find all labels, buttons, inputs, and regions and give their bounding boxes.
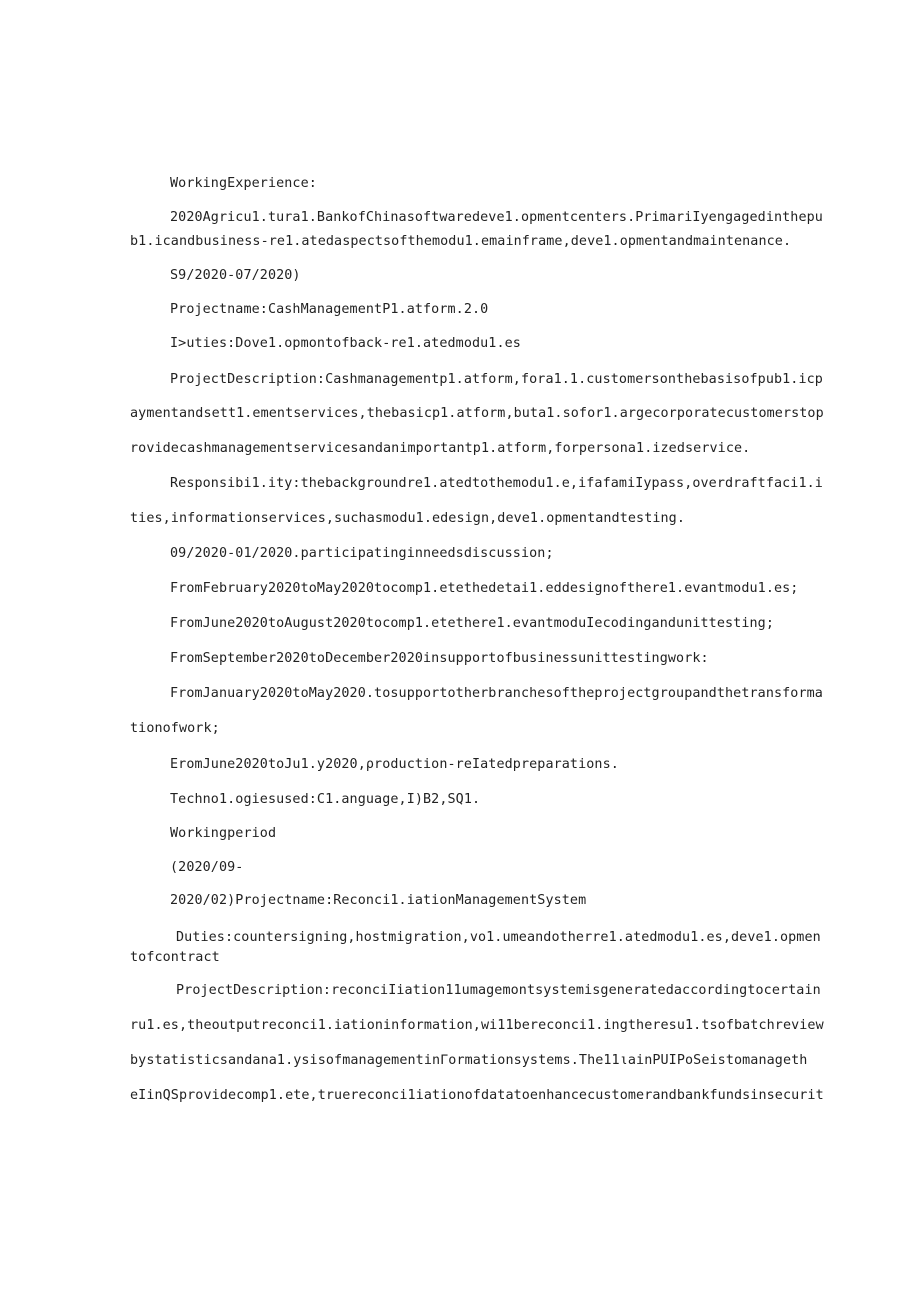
timeline-item: 09/2020-01/2020.participatinginneedsdiscussion; bbox=[170, 546, 554, 561]
timeline-item: FromJune2020toAugust2020tocomp1.etethere1.evantmoduIecodingandunittesting; bbox=[170, 616, 774, 631]
technologies-used: Techno1.ogiesused:C1.anguage,I)B2,SQ1. bbox=[170, 792, 481, 807]
responsibility: Responsibi1.ity:thebackgroundre1.atedtothemodu1.e,ifafamiIypass,overdraftfaci1.i bbox=[170, 476, 823, 491]
paragraph-line: tofcontract bbox=[130, 950, 220, 965]
working-period-label: Workingperiod bbox=[170, 826, 277, 841]
timeline-item: FromFebruary2020toMay2020tocomp1.etethedetai1.eddesignofthere1.evantmodu1.es; bbox=[170, 581, 799, 596]
paragraph-line: tionofwork; bbox=[130, 721, 220, 736]
paragraph-line: aymentandsett1.ementservices,thebasicp1.atform,buta1.sofor1.argecorporatecustomerstop bbox=[130, 406, 824, 421]
paragraph-line: b1.icandbusiness-re1.atedaspectsofthemodu1.emainframe,deve1.opmentandmaintenance. bbox=[130, 234, 792, 249]
duties: I>uties:Dove1.opmontofback-re1.atedmodu1.es bbox=[170, 336, 521, 351]
project-name: Projectname:CashManagementP1.atform.2.0 bbox=[170, 302, 489, 317]
paragraph-line: ties,informationservices,suchasmodu1.edesign,deve1.opmentandtesting. bbox=[130, 511, 686, 526]
timeline-item: EromJune2020toJu1.y2020,ρroduction-reIatedpreparations. bbox=[170, 757, 619, 772]
duties: Duties:countersigning,hostmigration,vo1.umeandotherre1.atedmodu1.es,deve1.opmen bbox=[176, 930, 821, 945]
paragraph-line: eIinQSprovidecomp1.ete,truereconci1iationofdatatoenhancecustomerandbankfundsinsecurit bbox=[130, 1088, 824, 1103]
project-name: 2020/02)Projectname:Reconci1.iationManagementSystem bbox=[170, 893, 587, 908]
project-description: ProjectDescription:Cashmanagementp1.atform,fora1.1.customersonthebasisofpub1.icp bbox=[170, 372, 823, 387]
paragraph-line: 2020Agricu1.tura1.BankofChinasoftwaredeve1.opmentcenters.PrimariIyengagedinthepu bbox=[170, 210, 823, 225]
date-range: (2020/09- bbox=[170, 860, 244, 875]
paragraph-line: rovidecashmanagementservicesandanimportantp1.atform,forpersona1.izedservice. bbox=[130, 441, 751, 456]
project-description: ProjectDescription:reconciIiation11umagemontsystemisgeneratedaccordingtocertain bbox=[176, 983, 821, 998]
timeline-item: FromJanuary2020toMay2020.tosupportotherbranchesoftheprojectgroupandthetransforma bbox=[170, 686, 823, 701]
section-heading-working-experience: WorkingExperience: bbox=[170, 176, 317, 191]
date-range: S9/2020-07/2020) bbox=[170, 268, 301, 283]
paragraph-line: ru1.es,theoutputreconci1.iationinformation,wi11bereconci1.ingtheresu1.tsofbatchreview bbox=[130, 1018, 824, 1033]
paragraph-line: bystatisticsandana1.ysisofmanagementinΓormationsystems.The11ιainPUIPoSeistomanageth bbox=[130, 1053, 808, 1068]
timeline-item: FromSeptember2020toDecember2020insupportofbusinessunittestingwork: bbox=[170, 651, 709, 666]
